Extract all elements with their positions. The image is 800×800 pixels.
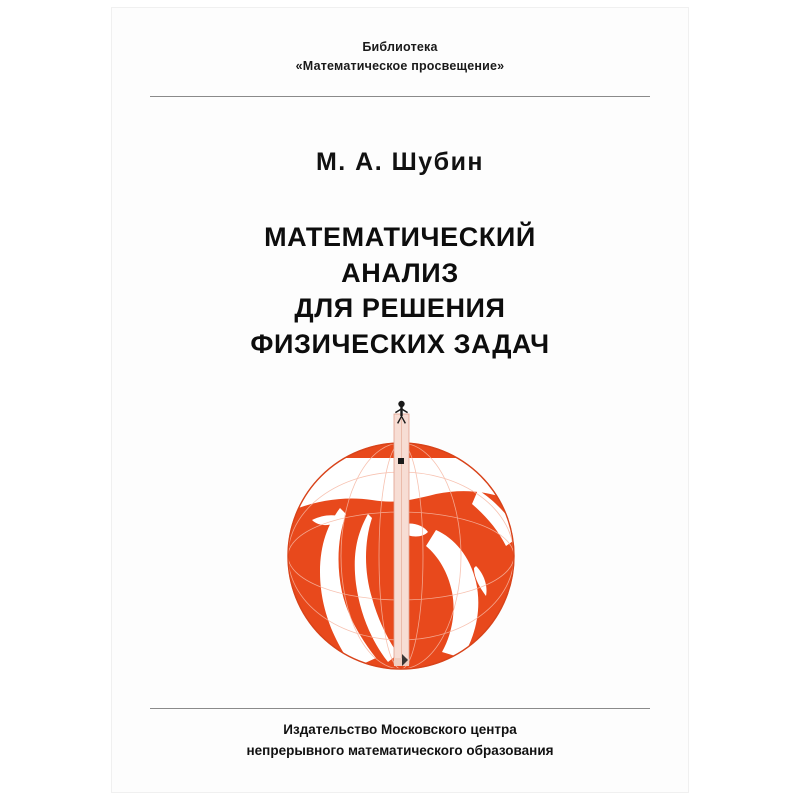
series-line-1: Библиотека [362,40,438,54]
series-line-2: «Математическое просвещение» [295,58,505,73]
author-name: М. А. Шубин [315,148,485,176]
title-line-1: МАТЕМАТИЧЕСКИЙ [264,222,536,252]
publisher-name [112,720,688,762]
divider-bottom [150,708,650,709]
globe-illustration [276,396,526,681]
series-label [112,38,688,76]
title-line-3: ДЛЯ РЕШЕНИЯ [294,293,506,324]
divider-top [150,96,650,97]
title-line-2: АНАЛИЗ [341,257,459,288]
cover-page [112,8,688,792]
globe-icon [276,396,526,681]
publisher-line-1: Издательство Московского центра [283,722,517,737]
book-title [112,220,688,363]
title-line-4: ФИЗИЧЕСКИХ ЗАДАЧ [250,328,550,359]
publisher-line-2: непрерывного математического образования [246,742,554,758]
